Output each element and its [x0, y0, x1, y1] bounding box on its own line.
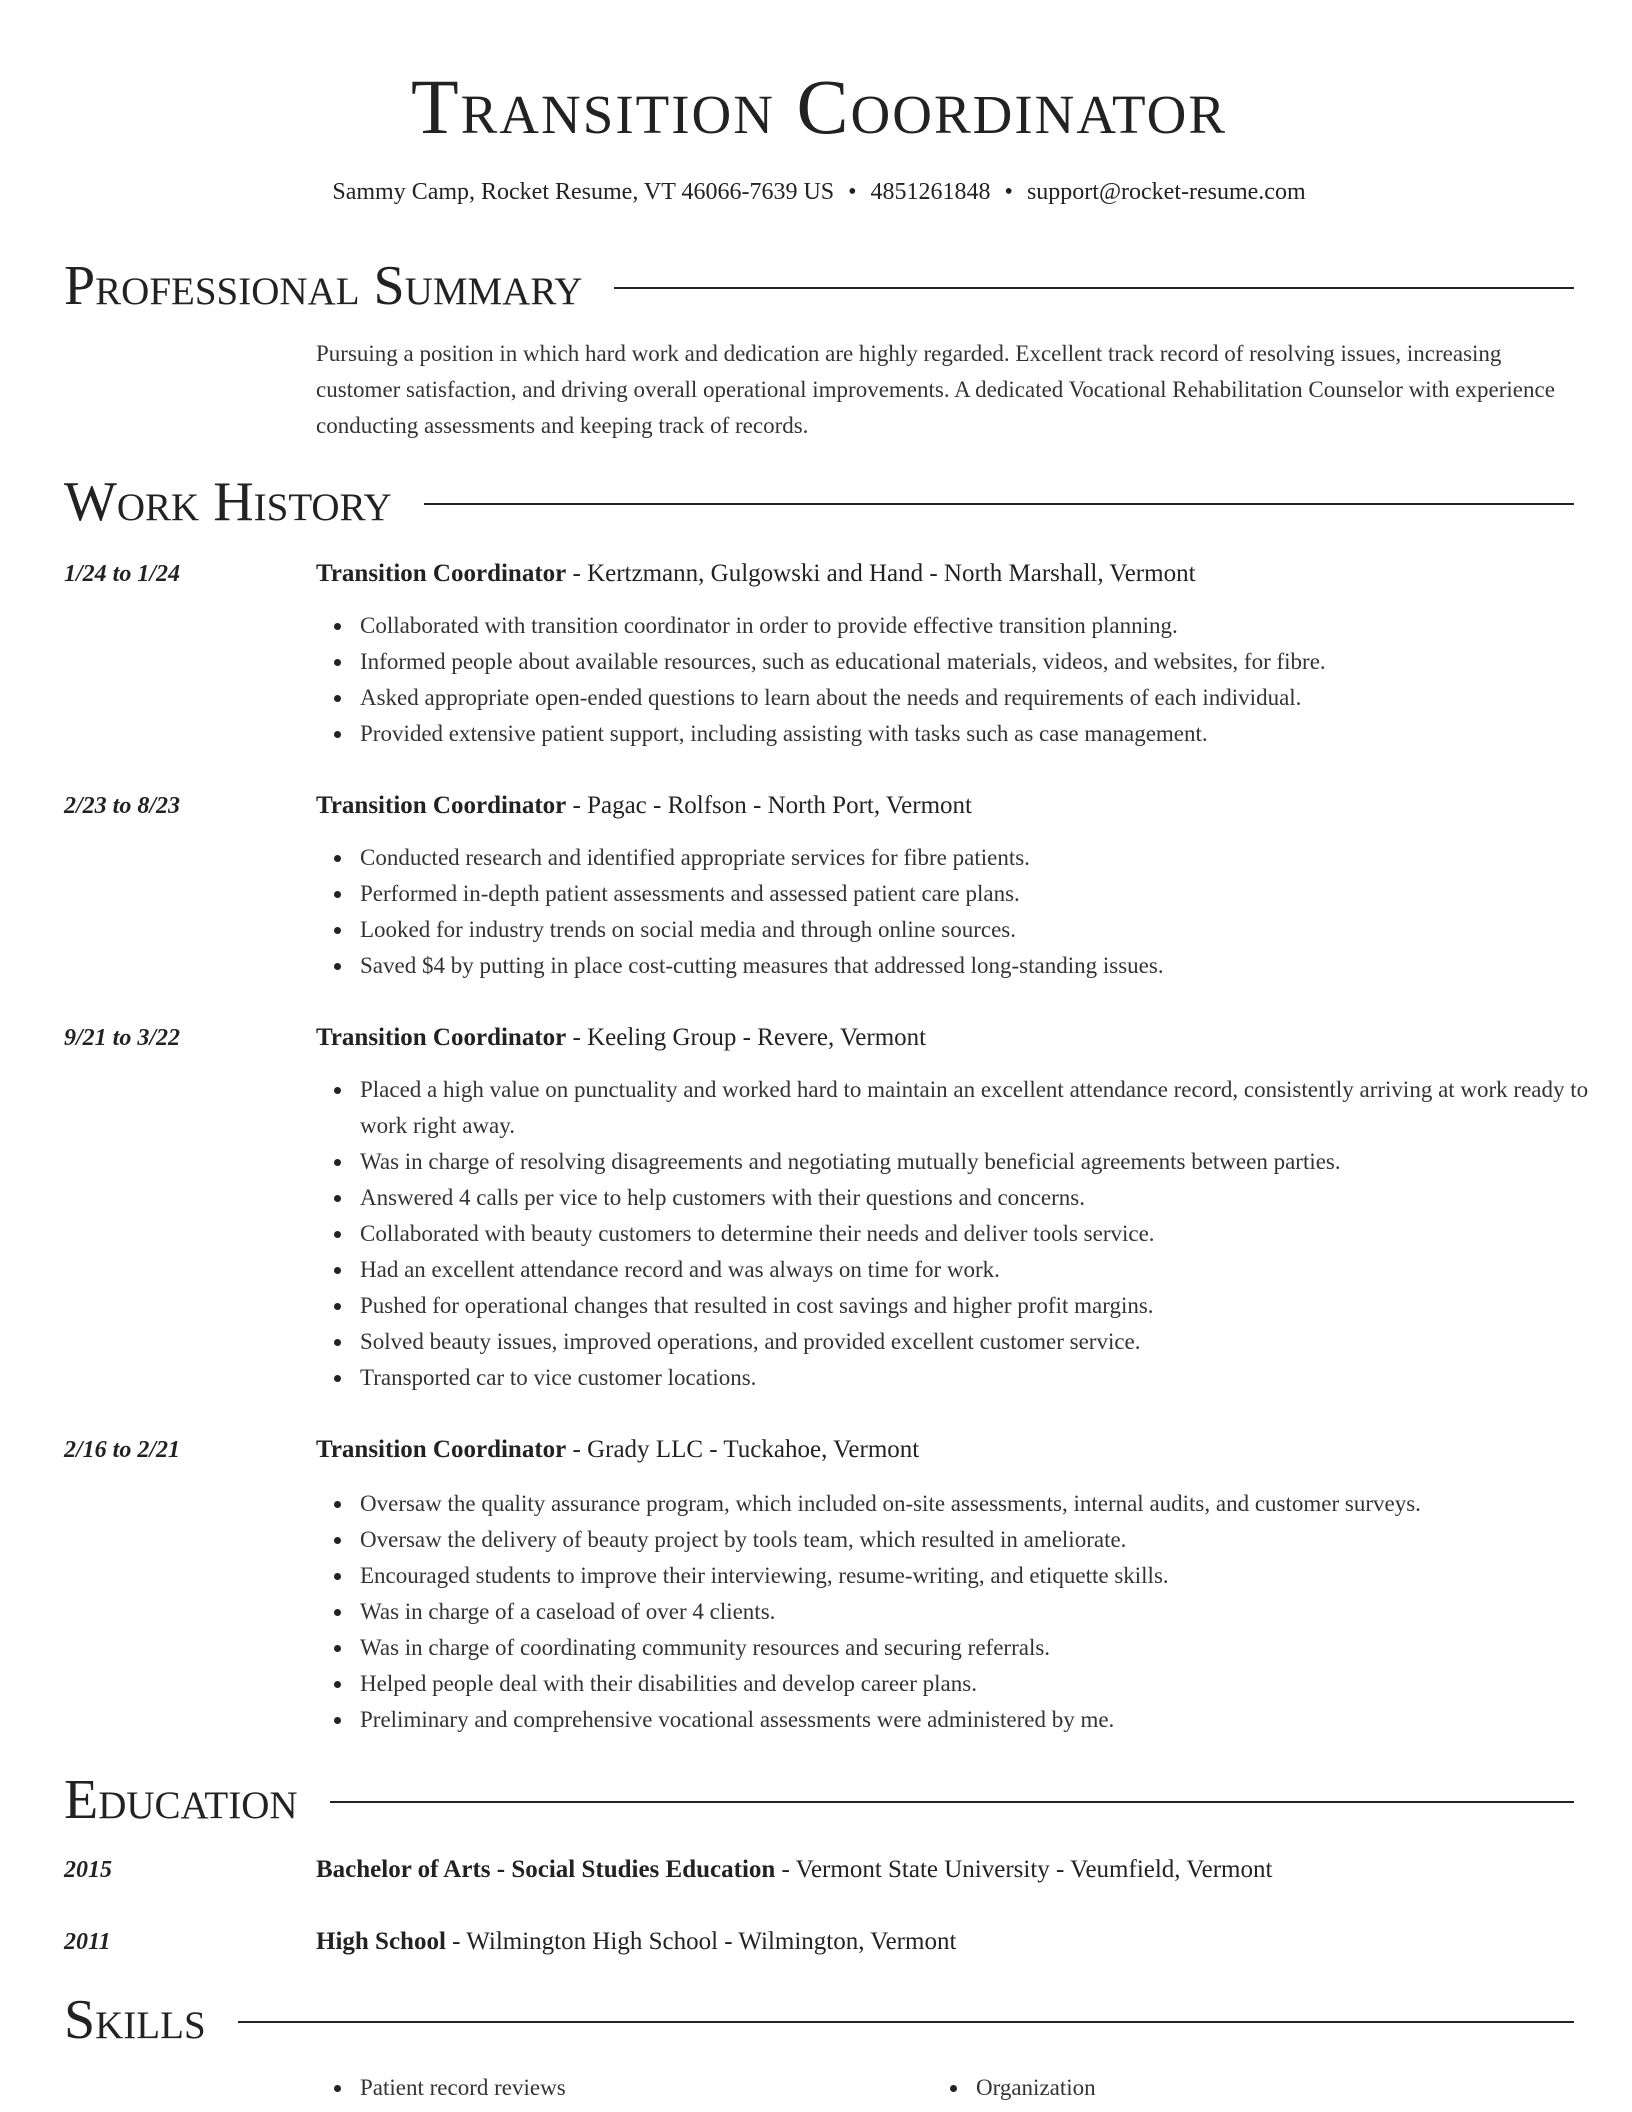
job-role: Transition Coordinator	[316, 1436, 567, 1463]
job-bullet: Was in charge of resolving disagreements and negotiating mutually beneficial agreements between parties.	[360, 1144, 1610, 1180]
job-employer: - Grady LLC - Tuckahoe, Vermont	[566, 1436, 920, 1463]
job-role: Transition Coordinator	[316, 560, 567, 587]
skill-item: Patient record reviews	[360, 2070, 566, 2106]
job-dates: 2/16 to 2/21	[64, 1437, 181, 1463]
resume-title: Transition Coordinator	[410, 63, 1228, 150]
job-heading	[316, 1020, 1574, 1056]
job-bullet: Was in charge of coordinating community resources and securing referrals.	[360, 1630, 1610, 1666]
contact-email: support@rocket-resume.com	[1026, 179, 1306, 205]
job-dates: 9/21 to 3/22	[64, 1025, 181, 1051]
section-title: Professional Summary	[64, 255, 583, 317]
job-bullet: Encouraged students to improve their interviewing, resume-writing, and etiquette skills.	[360, 1558, 1610, 1594]
job-bullet: Saved $4 by putting in place cost-cutting measures that addressed long-standing issues.	[360, 948, 1610, 984]
job-bullets	[316, 1072, 1610, 1396]
job-role: Transition Coordinator	[316, 792, 567, 819]
contact-address: Sammy Camp, Rocket Resume, VT 46066-7639 US	[332, 179, 835, 205]
job-bullet: Informed people about available resources, such as educational materials, videos, and websites, for fibre.	[360, 644, 1610, 680]
job-heading	[316, 1432, 1574, 1468]
job-heading	[316, 556, 1574, 592]
job-bullet: Oversaw the delivery of beauty project by tools team, which resulted in ameliorate.	[360, 1522, 1610, 1558]
section-heading-work-history	[64, 470, 1574, 534]
skills-column	[932, 2070, 1096, 2106]
job-bullet: Collaborated with transition coordinator in order to provide effective transition planning.	[360, 608, 1610, 644]
job-heading	[316, 788, 1574, 824]
job-bullet: Solved beauty issues, improved operations, and provided excellent customer service.	[360, 1324, 1610, 1360]
section-title: Work History	[64, 471, 392, 533]
education-school: - Vermont State University - Veumfield, Vermont	[775, 1856, 1273, 1883]
job-bullet: Oversaw the quality assurance program, which included on-site assessments, internal audits, and customer surveys.	[360, 1486, 1610, 1522]
job-bullets	[316, 608, 1610, 752]
contact-separator: •	[848, 179, 857, 205]
job-bullet: Looked for industry trends on social media and through online sources.	[360, 912, 1610, 948]
education-year: 2011	[64, 1929, 111, 1955]
job-bullet: Was in charge of a caseload of over 4 clients.	[360, 1594, 1610, 1630]
job-bullet: Had an excellent attendance record and was always on time for work.	[360, 1252, 1610, 1288]
job-bullet: Preliminary and comprehensive vocational assessments were administered by me.	[360, 1702, 1610, 1738]
education-year: 2015	[64, 1857, 112, 1883]
education-degree: Bachelor of Arts - Social Studies Education	[316, 1856, 776, 1883]
job-bullet: Conducted research and identified appropriate services for fibre patients.	[360, 840, 1610, 876]
education-school: - Wilmington High School - Wilmington, Vermont	[445, 1928, 957, 1955]
job-employer: - Kertzmann, Gulgowski and Hand - North Marshall, Vermont	[566, 560, 1196, 587]
section-heading-skills	[64, 1988, 1574, 2052]
job-bullets	[316, 840, 1610, 984]
section-title: Education	[64, 1769, 298, 1831]
contact-phone: 4851261848	[870, 179, 991, 205]
section-divider	[238, 2021, 1574, 2023]
contact-line	[64, 174, 1574, 210]
job-bullet: Transported car to vice customer locations.	[360, 1360, 1610, 1396]
section-divider	[424, 503, 1574, 505]
job-role: Transition Coordinator	[316, 1024, 567, 1051]
contact-separator: •	[1004, 179, 1013, 205]
education-heading	[316, 1924, 1574, 1960]
section-divider	[330, 1801, 1574, 1803]
job-dates: 1/24 to 1/24	[64, 561, 181, 587]
job-bullets	[316, 1486, 1610, 1738]
job-bullet: Pushed for operational changes that resulted in cost savings and higher profit margins.	[360, 1288, 1610, 1324]
job-bullet: Collaborated with beauty customers to determine their needs and deliver tools service.	[360, 1216, 1610, 1252]
education-heading	[316, 1852, 1574, 1888]
job-employer: - Keeling Group - Revere, Vermont	[566, 1024, 927, 1051]
section-heading-summary	[64, 254, 1574, 318]
job-bullet: Placed a high value on punctuality and worked hard to maintain an excellent attendance record, consistently arriving at work ready to work right away.	[360, 1072, 1610, 1144]
summary-text: Pursuing a position in which hard work and dedication are highly regarded. Excellent track record of resolving issues, increasing customer satisfaction, and driving overall operational improvements. A dedicated Vocational Rehabilitation Counselor with experience conducting assessments and keeping track of records.	[316, 341, 1555, 438]
job-bullet: Answered 4 calls per vice to help customers with their questions and concerns.	[360, 1180, 1610, 1216]
job-bullet: Asked appropriate open-ended questions to learn about the needs and requirements of each individual.	[360, 680, 1610, 716]
job-bullet: Performed in-depth patient assessments and assessed patient care plans.	[360, 876, 1610, 912]
section-divider	[614, 287, 1574, 289]
section-heading-education	[64, 1768, 1574, 1832]
job-bullet: Provided extensive patient support, including assisting with tasks such as case management.	[360, 716, 1610, 752]
skill-item: Organization	[976, 2070, 1096, 2106]
section-title: Skills	[64, 1989, 206, 2051]
job-bullet: Helped people deal with their disabilities and develop career plans.	[360, 1666, 1610, 1702]
education-degree: High School	[316, 1928, 446, 1955]
job-employer: - Pagac - Rolfson - North Port, Vermont	[566, 792, 972, 819]
job-dates: 2/23 to 8/23	[64, 793, 181, 819]
skills-column	[316, 2070, 566, 2106]
